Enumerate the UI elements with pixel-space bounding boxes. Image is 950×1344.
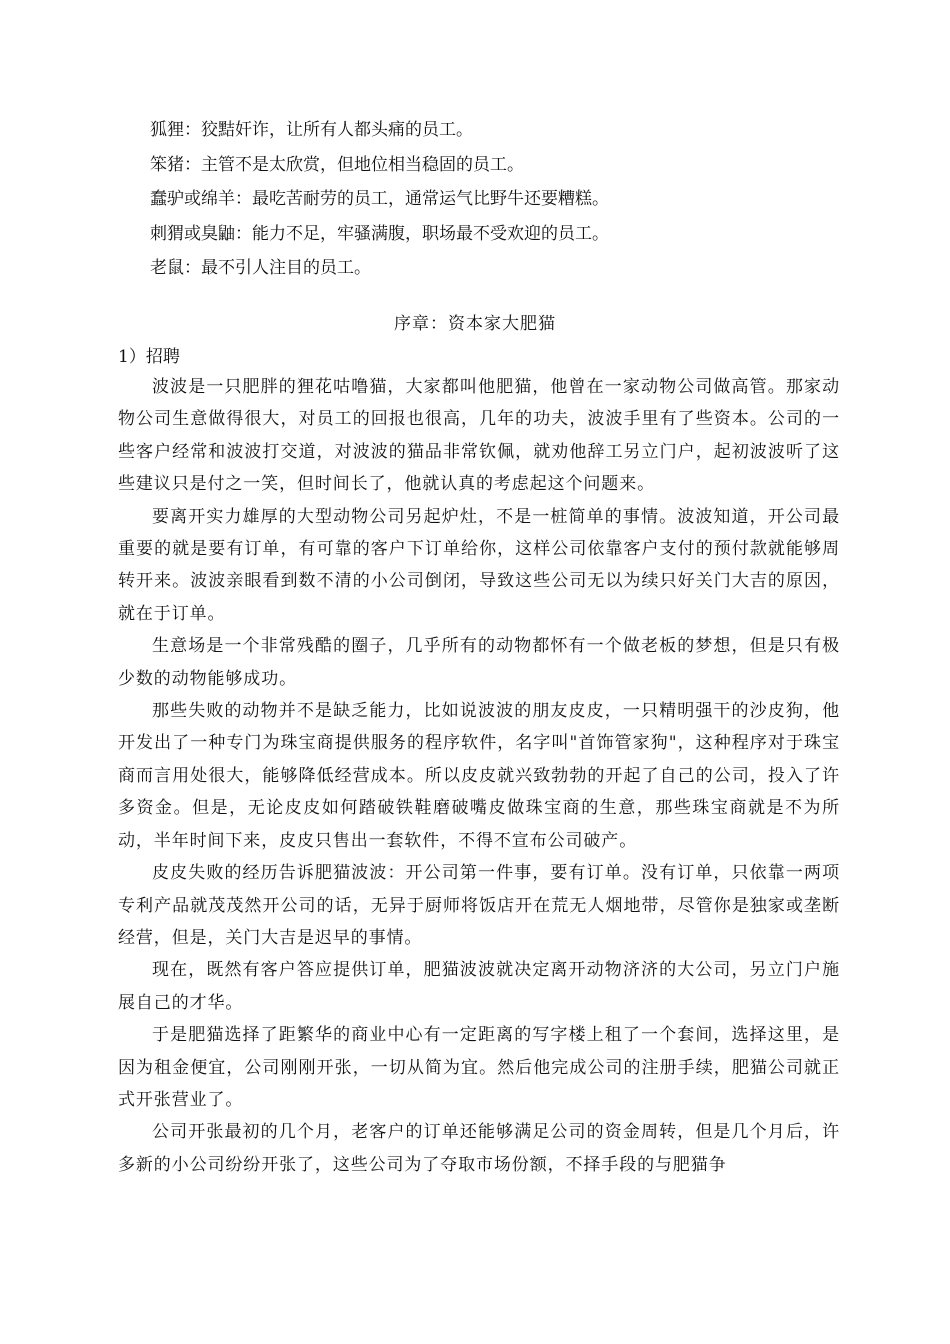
chapter-title: 序章：资本家大肥猫 [394,314,556,334]
definition-pig: 笨猪：主管不是太欣赏，但地位相当稳固的员工。 [150,154,524,175]
character-definition-list [150,113,850,286]
body-text [118,371,840,1181]
definition-hedgehog-skunk: 刺猬或臭鼬：能力不足，牢骚满腹，职场最不受欢迎的员工。 [150,223,609,244]
paragraph: 生意场是一个非常残酷的圈子，几乎所有的动物都怀有一个做老板的梦想，但是只有极少数的动物能够成功。 [118,636,840,689]
definition-mouse: 老鼠：最不引人注目的员工。 [150,258,371,278]
paragraph: 皮皮失败的经历告诉肥猫波波：开公司第一件事，要有订单。没有订单，只依靠一两项专利产品就茂茂然开公司的话，无异于厨师将饭店开在荒无人烟地带，尽管你是独家或垄断经营，但是，关门大吉是迟早的事情。 [118,863,840,948]
definition-donkey-sheep: 蠢驴或绵羊：最吃苦耐劳的员工，通常运气比野牛还要糟糕。 [150,189,609,209]
paragraph: 于是肥猫选择了距繁华的商业中心有一定距离的写字楼上租了一个套间，选择这里，是因为租金便宜，公司刚刚开张，一切从简为宜。然后他完成公司的注册手续，肥猫公司就正式开张营业了。 [118,1025,840,1110]
paragraph: 要离开实力雄厚的大型动物公司另起炉灶，不是一桩简单的事情。波波知道，开公司最重要的就是要有订单，有可靠的客户下订单给你，这样公司依靠客户支付的预付款就能够周转开来。波波亲眼看到数不清的小公司倒闭，导致这些公司无以为续只好关门大吉的原因，就在于订单。 [118,506,840,624]
paragraph: 公司开张最初的几个月，老客户的订单还能够满足公司的资金周转，但是几个月后，许多新的小公司纷纷开张了，这些公司为了夺取市场份额，不择手段的与肥猫争 [118,1122,840,1175]
section-heading: 1）招聘 [118,347,180,367]
definition-fox: 狐狸：狡黠奸诈，让所有人都头痛的员工。 [150,120,473,140]
paragraph: 波波是一只肥胖的狸花咕噜猫，大家都叫他肥猫，他曾在一家动物公司做高管。那家动物公司生意做得很大，对员工的回报也很高，几年的功夫，波波手里有了些资本。公司的一些客户经常和波波打交道，对波波的猫品非常钦佩，就劝他辞工另立门户，起初波波听了这些建议只是付之一笑，但时间长了，他就认真的考虑起这个问题来。 [118,377,840,495]
paragraph: 那些失败的动物并不是缺乏能力，比如说波波的朋友皮皮，一只精明强干的沙皮狗，他开发出了一种专门为珠宝商提供服务的程序软件，名字叫"首饰管家狗"，这种程序对于珠宝商而言用处很大，能够降低经营成本。所以皮皮就兴致勃勃的开起了自己的公司，投入了许多资金。但是，无论皮皮如何踏破铁鞋磨破嘴皮做珠宝商的生意，那些珠宝商就是不为所动，半年时间下来，皮皮只售出一套软件，不得不宣布公司破产。 [118,701,840,851]
paragraph: 现在，既然有客户答应提供订单，肥猫波波就决定离开动物济济的大公司，另立门户施展自己的才华。 [118,960,840,1013]
